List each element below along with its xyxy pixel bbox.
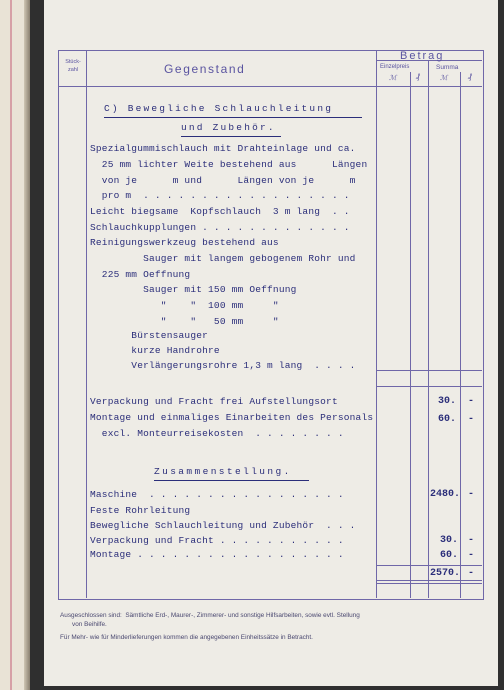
summary-amount-machine: 2480. — [430, 489, 461, 500]
item-line: von je m und Längen von je m — [90, 175, 356, 186]
footer-exclusions-cont: von Beihilfe. — [72, 621, 107, 628]
currency-mark-summa: ℳ — [440, 75, 448, 82]
col-header-betrag: Betrag — [400, 50, 445, 62]
page-margin-line — [10, 0, 12, 690]
item-line: Sauger mit langem gebogenem Rohr und — [90, 253, 356, 264]
section-heading-underline1 — [104, 117, 362, 118]
item-line: Schlauchkupplungen . . . . . . . . . . . . . — [90, 222, 350, 233]
col-rule-summa — [428, 60, 429, 598]
item-line: Sauger mit 150 mm Oeffnung — [90, 284, 297, 295]
col-header-einzelpreis: Einzelpreis — [380, 64, 410, 70]
col-header-nr: Stück-zahl — [65, 59, 81, 73]
assembly-amount: 60. — [438, 414, 457, 425]
footer-quantity-note: Für Mehr- wie für Minderlieferungen kommen die angegebenen Einheitssätze in Betracht. — [60, 634, 313, 641]
freight-line: Verpackung und Fracht frei Aufstellungsort — [90, 396, 338, 407]
item-line: " " 50 mm " — [90, 316, 279, 327]
total-amount-pf: - — [468, 568, 475, 579]
footer-exclusions: Ausgeschlossen sind: Sämtliche Erd-, Maurer-, Zimmerer- und sonstige Hilfsarbeiten, sowie evtl. Stellung — [60, 612, 360, 619]
section-heading-underline2 — [181, 136, 281, 137]
item-line: Spezialgummischlauch mit Drahteinlage und ca. — [90, 143, 356, 154]
assembly-amount-pf: - — [468, 414, 475, 425]
col-header-gegenstand: Gegenstand — [164, 62, 246, 76]
item-line: pro m . . . . . . . . . . . . . . . . . . — [90, 190, 350, 201]
col-header-summa: Summa — [436, 64, 459, 71]
document-sheet — [44, 0, 498, 686]
item-line: 25 mm lichter Weite bestehend aus Längen — [90, 159, 368, 170]
header-bottom-rule — [58, 86, 482, 87]
summary-row-label: Feste Rohrleitung — [90, 505, 191, 516]
summary-row-label: Verpackung und Fracht . . . . . . . . . . . — [90, 535, 344, 546]
pfennig-mark-einzel: ₰ — [416, 74, 420, 81]
freight-amount: 30. — [438, 396, 457, 407]
col-rule-gegenstand — [376, 50, 377, 598]
pfennig-mark-summa: ₰ — [468, 74, 472, 81]
item-line: 225 mm Oeffnung — [90, 269, 191, 280]
freight-amount-pf: - — [468, 396, 475, 407]
section-heading-line2: und Zubehör. — [181, 122, 276, 133]
page-spine-shadow — [24, 0, 30, 690]
total-rule-bottom — [376, 583, 482, 584]
summary-row-label: Bewegliche Schlauchleitung und Zubehör . . . — [90, 520, 356, 531]
item-line: Reinigungswerkzeug bestehend aus — [90, 237, 279, 248]
item-line: " " 100 mm " — [90, 300, 279, 311]
total-rule-mid — [376, 580, 482, 581]
assembly-line-cont: excl. Monteurreisekosten . . . . . . . . — [90, 428, 344, 439]
summary-heading: Zusammenstellung. — [154, 466, 292, 477]
summary-amount-assembly: 60. — [440, 550, 459, 561]
summary-amount-freight: 30. — [440, 535, 459, 546]
section-heading-line1: C) Bewegliche Schlauchleitung — [104, 103, 334, 114]
assembly-line: Montage und einmaliges Einarbeiten des Personals — [90, 412, 374, 423]
summary-amount-machine-pf: - — [468, 489, 475, 500]
item-line: Bürstensauger — [90, 330, 209, 341]
total-amount: 2570. — [430, 568, 461, 579]
currency-mark-einzel: ℳ — [389, 75, 397, 82]
summary-amount-freight-pf: - — [468, 535, 475, 546]
summary-row-label: Montage . . . . . . . . . . . . . . . . . . — [90, 549, 344, 560]
summary-heading-underline — [154, 480, 309, 481]
subtotal-rule-bottom — [376, 386, 482, 387]
adjacent-page-edge — [0, 0, 30, 690]
col-rule-nr — [86, 50, 87, 598]
subtotal-rule-top — [376, 370, 482, 371]
item-line: kurze Handrohre — [90, 345, 220, 356]
total-rule-top — [376, 565, 482, 566]
col-rule-pf — [460, 72, 461, 598]
summary-amount-assembly-pf: - — [468, 550, 475, 561]
item-line: Leicht biegsame Kopfschlauch 3 m lang . . — [90, 206, 350, 217]
summary-row-label: Maschine . . . . . . . . . . . . . . . . . — [90, 489, 344, 500]
col-rule-einzel-mark — [410, 72, 411, 598]
item-line: Verlängerungsrohre 1,3 m lang . . . . — [90, 360, 356, 371]
